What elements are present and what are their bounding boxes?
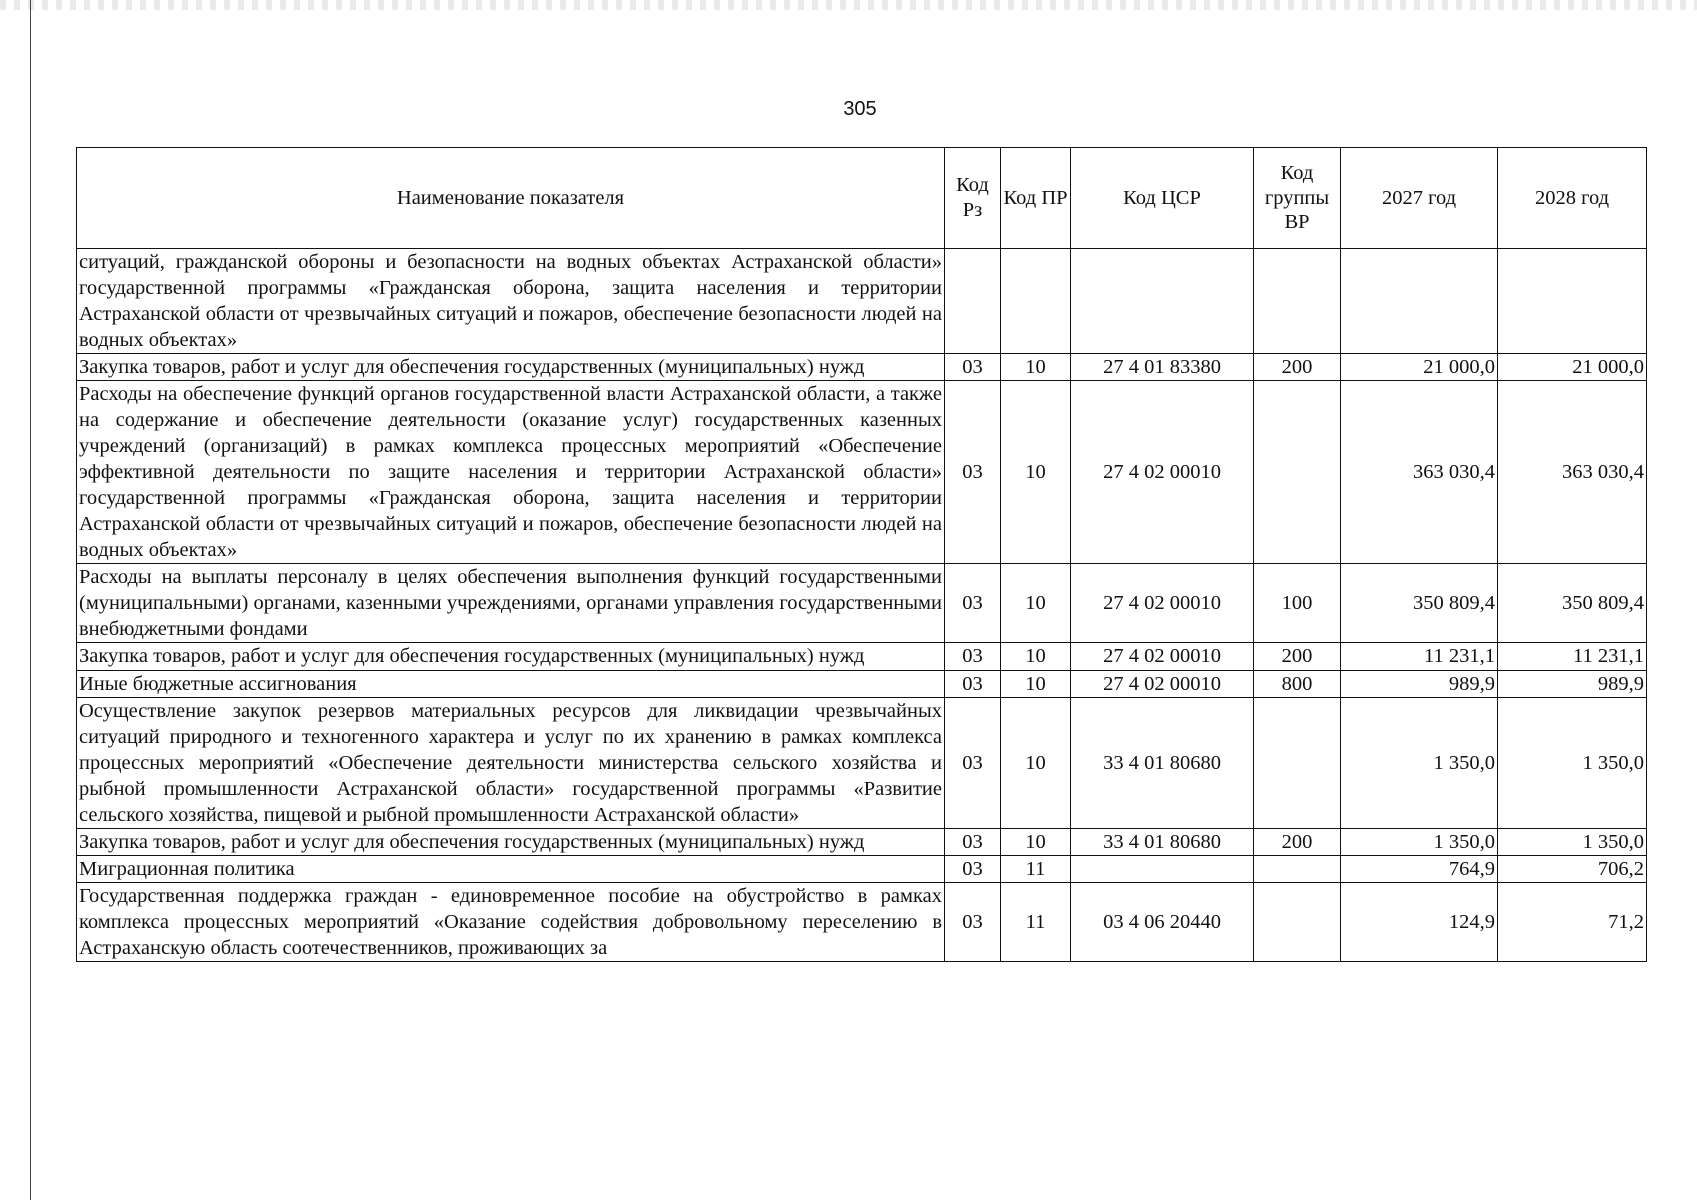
row-pr: 10 — [1001, 354, 1071, 381]
row-csr — [1071, 249, 1254, 354]
row-vr: 200 — [1254, 828, 1341, 855]
row-vr — [1254, 697, 1341, 828]
row-name: Закупка товаров, работ и услуг для обеспечения государственных (муниципальных) нужд — [77, 643, 945, 670]
row-rz: 03 — [945, 643, 1001, 670]
row-csr: 27 4 02 00010 — [1071, 670, 1254, 697]
row-2027 — [1341, 249, 1498, 354]
row-2027: 363 030,4 — [1341, 381, 1498, 564]
row-rz: 03 — [945, 882, 1001, 961]
row-2028: 989,9 — [1498, 670, 1647, 697]
table-row — [77, 855, 1647, 882]
row-name: Расходы на выплаты персоналу в целях обеспечения выполнения функций государственными (муниципальными) органами, казенными учреждениями, органами управления государственными внебюджетными фондами — [77, 564, 945, 643]
row-2028: 1 350,0 — [1498, 828, 1647, 855]
col-header-2028: 2028 год — [1498, 148, 1647, 249]
row-name: Расходы на обеспечение функций органов государственной власти Астраханской области, а также на содержание и обеспечение деятельности (оказание услуг) государственных казенных учреждений (организаций) в рамках комплекса процессных мероприятий «Обеспечение эффективной деятельности по защите населения и территории Астраханской области» государственной программы «Гражданская оборона, защита населения и территории Астраханской области от чрезвычайных ситуаций и пожаров, обеспечение безопасности людей на водных объектах» — [77, 381, 945, 564]
row-vr — [1254, 882, 1341, 961]
table-row — [77, 882, 1647, 961]
col-header-name: Наименование показателя — [77, 148, 945, 249]
row-2028: 11 231,1 — [1498, 643, 1647, 670]
table-row — [77, 249, 1647, 354]
row-pr — [1001, 249, 1071, 354]
table-row — [77, 670, 1647, 697]
row-2027: 1 350,0 — [1341, 697, 1498, 828]
table-row — [77, 828, 1647, 855]
row-2028: 71,2 — [1498, 882, 1647, 961]
row-name: Закупка товаров, работ и услуг для обеспечения государственных (муниципальных) нужд — [77, 354, 945, 381]
row-2028: 363 030,4 — [1498, 381, 1647, 564]
row-name: Миграционная политика — [77, 855, 945, 882]
row-csr: 03 4 06 20440 — [1071, 882, 1254, 961]
row-rz: 03 — [945, 564, 1001, 643]
row-csr: 27 4 02 00010 — [1071, 643, 1254, 670]
row-2028: 1 350,0 — [1498, 697, 1647, 828]
row-2028: 21 000,0 — [1498, 354, 1647, 381]
row-2027: 350 809,4 — [1341, 564, 1498, 643]
row-rz: 03 — [945, 855, 1001, 882]
row-csr: 27 4 02 00010 — [1071, 381, 1254, 564]
binding-edge — [30, 0, 31, 1200]
row-csr: 27 4 02 00010 — [1071, 564, 1254, 643]
row-pr: 10 — [1001, 697, 1071, 828]
col-header-rz: Код Рз — [945, 148, 1001, 249]
row-2027: 1 350,0 — [1341, 828, 1498, 855]
row-vr — [1254, 381, 1341, 564]
table-row — [77, 354, 1647, 381]
row-vr: 100 — [1254, 564, 1341, 643]
row-vr — [1254, 249, 1341, 354]
row-csr: 27 4 01 83380 — [1071, 354, 1254, 381]
row-pr: 11 — [1001, 855, 1071, 882]
row-csr: 33 4 01 80680 — [1071, 828, 1254, 855]
row-rz: 03 — [945, 354, 1001, 381]
row-rz: 03 — [945, 381, 1001, 564]
col-header-vr: Код группы ВР — [1254, 148, 1341, 249]
table-row — [77, 564, 1647, 643]
row-2028: 706,2 — [1498, 855, 1647, 882]
row-name: Осуществление закупок резервов материальных ресурсов для ликвидации чрезвычайных ситуаций природного и техногенного характера и услуг по их хранению в рамках комплекса процессных мероприятий «Обеспечение деятельности министерства сельского хозяйства и рыбной промышленности Астраханской области» государственной программы «Развитие сельского хозяйства, пищевой и рыбной промышленности Астраханской области» — [77, 697, 945, 828]
budget-table — [76, 147, 1647, 962]
row-name: Закупка товаров, работ и услуг для обеспечения государственных (муниципальных) нужд — [77, 828, 945, 855]
table-row — [77, 381, 1647, 564]
row-name: Государственная поддержка граждан - единовременное пособие на обустройство в рамках комплекса процессных мероприятий «Оказание содействия добровольному переселению в Астраханскую область соотечественников, проживающих за — [77, 882, 945, 961]
row-csr — [1071, 855, 1254, 882]
col-header-csr: Код ЦСР — [1071, 148, 1254, 249]
row-pr: 10 — [1001, 670, 1071, 697]
row-pr: 10 — [1001, 828, 1071, 855]
row-csr: 33 4 01 80680 — [1071, 697, 1254, 828]
row-2028: 350 809,4 — [1498, 564, 1647, 643]
row-rz: 03 — [945, 670, 1001, 697]
row-name: ситуаций, гражданской обороны и безопасности на водных объектах Астраханской области» государственной программы «Гражданская оборона, защита населения и территории Астраханской области от чрезвычайных ситуаций и пожаров, обеспечение безопасности людей на водных объектах» — [77, 249, 945, 354]
page-number: 305 — [843, 98, 877, 120]
row-name: Иные бюджетные ассигнования — [77, 670, 945, 697]
row-vr: 800 — [1254, 670, 1341, 697]
row-vr: 200 — [1254, 643, 1341, 670]
row-vr — [1254, 855, 1341, 882]
row-pr: 10 — [1001, 381, 1071, 564]
row-pr: 10 — [1001, 564, 1071, 643]
row-rz: 03 — [945, 828, 1001, 855]
row-2028 — [1498, 249, 1647, 354]
row-2027: 764,9 — [1341, 855, 1498, 882]
row-rz — [945, 249, 1001, 354]
col-header-pr: Код ПР — [1001, 148, 1071, 249]
row-2027: 11 231,1 — [1341, 643, 1498, 670]
row-pr: 11 — [1001, 882, 1071, 961]
scan-artifact — [0, 0, 1697, 10]
table-row — [77, 643, 1647, 670]
row-rz: 03 — [945, 697, 1001, 828]
table-row — [77, 697, 1647, 828]
row-2027: 989,9 — [1341, 670, 1498, 697]
row-2027: 124,9 — [1341, 882, 1498, 961]
col-header-2027: 2027 год — [1341, 148, 1498, 249]
header-row — [77, 148, 1647, 249]
row-vr: 200 — [1254, 354, 1341, 381]
row-pr: 10 — [1001, 643, 1071, 670]
row-2027: 21 000,0 — [1341, 354, 1498, 381]
